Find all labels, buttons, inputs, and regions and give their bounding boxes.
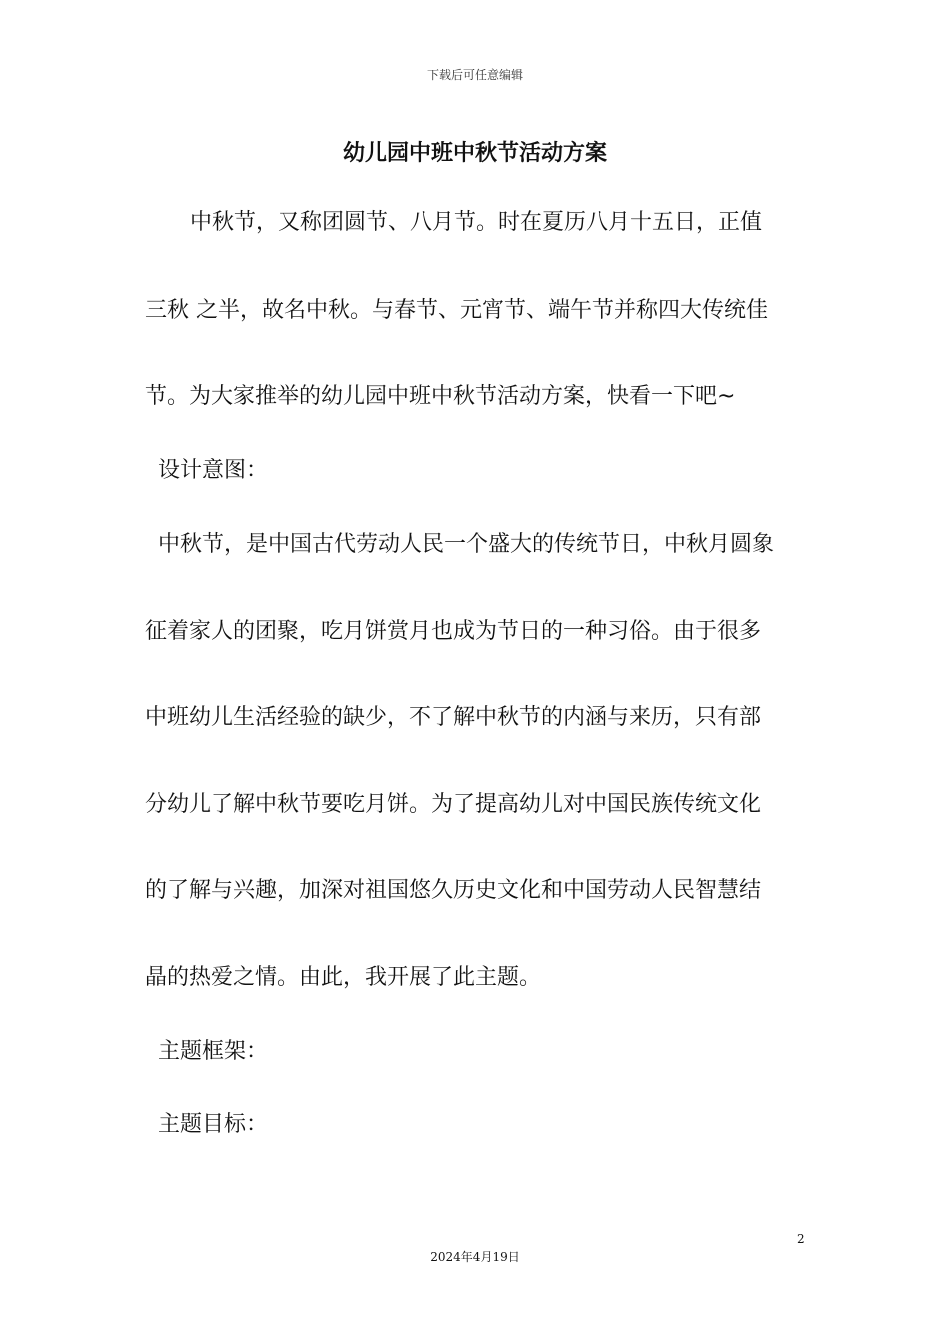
paragraph-line-3: 节。为大家推举的幼儿园中班中秋节活动方案，快看一下吧~ — [145, 384, 736, 409]
paragraph-line-10: 晶的热爱之情。由此，我开展了此主题。 — [145, 965, 542, 990]
section-heading-theme-framework: 主题框架： — [158, 1039, 269, 1064]
document-title: 幼儿园中班中秋节活动方案 — [342, 141, 607, 166]
paragraph-line-7: 中班幼儿生活经验的缺少，不了解中秋节的内涵与来历，只有部 — [145, 705, 762, 730]
paragraph-line-2: 三秋 之半，故名中秋。与春节、元宵节、端午节并称四大传统佳 — [145, 298, 768, 323]
paragraph-line-5: 中秋节，是中国古代劳动人民一个盛大的传统节日，中秋月圆象 — [158, 532, 775, 557]
section-heading-design-intent: 设计意图： — [158, 458, 269, 483]
paragraph-line-9: 的了解与兴趣，加深对祖国悠久历史文化和中国劳动人民智慧结 — [145, 878, 762, 903]
paragraph-line-6: 征着家人的团聚，吃月饼赏月也成为节日的一种习俗。由于很多 — [145, 619, 762, 644]
page-number: 2 — [797, 1232, 805, 1246]
paragraph-line-8: 分幼儿了解中秋节要吃月饼。为了提高幼儿对中国民族传统文化 — [145, 792, 762, 817]
paragraph-line-1: 中秋节，又称团圆节、八月节。时在夏历八月十五日，正值 — [168, 210, 763, 235]
footer-date: 2024年4月19日 — [430, 1250, 520, 1264]
page-header: 下载后可任意编辑 — [426, 68, 523, 82]
section-heading-theme-goals: 主题目标： — [158, 1112, 269, 1137]
